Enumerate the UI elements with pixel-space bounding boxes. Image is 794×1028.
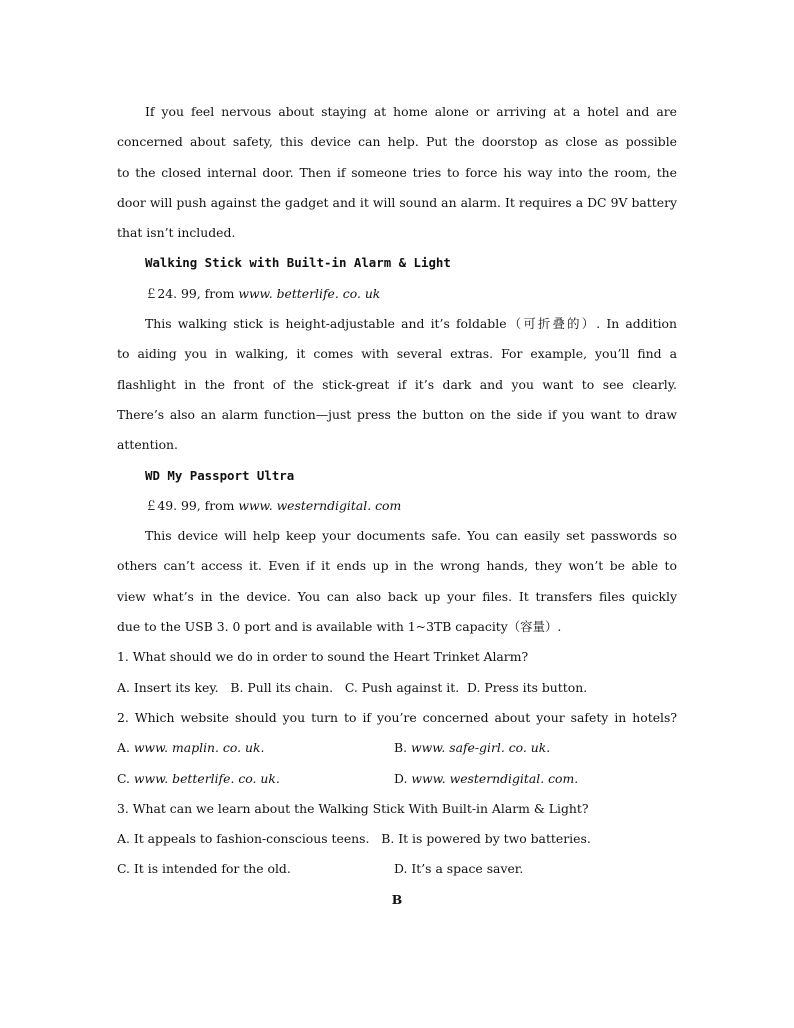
question-2-stem: 2. Which website should you turn to if you’re concerned about your safety in hotels? xyxy=(117,709,677,725)
option-label: D. xyxy=(394,770,412,786)
wd-passport-para-line: view what’s in the device. You can also back up your files. It transfers files quickly xyxy=(117,588,677,604)
question-2-options-row xyxy=(117,764,677,794)
walking-stick-price xyxy=(117,279,677,309)
wd-passport-title: WD My Passport Ultra xyxy=(145,467,295,483)
doorstop-para-line: that isn’t included. xyxy=(117,225,236,241)
walking-stick-title: Walking Stick with Built-in Alarm & Light xyxy=(145,255,451,271)
website-url: www. betterlife. co. uk xyxy=(238,285,381,301)
option-c: C. It is intended for the old. xyxy=(117,861,291,877)
option-d: D. It’s a space saver. xyxy=(394,861,524,877)
walking-stick-para-line: flashlight in the front of the stick-great if it’s dark and you want to see clearly. xyxy=(117,376,677,392)
option-a xyxy=(117,740,264,755)
option-label: B. xyxy=(394,740,411,756)
option-c xyxy=(117,771,280,786)
wd-passport-price xyxy=(117,491,677,521)
section-label: B xyxy=(391,891,403,907)
wd-passport-para-line: due to the USB 3. 0 port and is available with 1~3TB capacity（容量）. xyxy=(117,619,562,635)
option-url: www. betterlife. co. uk. xyxy=(133,770,280,786)
question-1-options: A. Insert its key. B. Pull its chain. C. Push against it. D. Press its button. xyxy=(117,679,588,695)
website-url: www. westerndigital. com xyxy=(238,497,402,513)
wd-passport-para-line: This device will help keep your documents safe. You can easily set passwords so xyxy=(145,528,677,544)
walking-stick-para-line: attention. xyxy=(117,437,178,453)
question-1-stem: 1. What should we do in order to sound the Heart Trinket Alarm? xyxy=(117,649,529,665)
question-3-options-row xyxy=(117,854,677,884)
document-page xyxy=(117,97,677,915)
price-text: ￡49. 99, from xyxy=(145,497,239,513)
option-url: www. safe-girl. co. uk. xyxy=(410,740,551,756)
option-label: A. xyxy=(117,740,134,756)
doorstop-para-line: door will push against the gadget and it will sound an alarm. It requires a DC 9V battery xyxy=(117,194,677,210)
doorstop-para-line: If you feel nervous about staying at home alone or arriving at a hotel and are xyxy=(145,104,677,119)
walking-stick-para-line: This walking stick is height-adjustable and it’s foldable（可折叠的）. In addition xyxy=(145,316,677,332)
price-text: ￡24. 99, from xyxy=(145,285,239,301)
option-label: C. xyxy=(117,770,134,786)
walking-stick-para-line: There’s also an alarm function—just press the button on the side if you want to draw xyxy=(117,406,677,422)
option-url: www. maplin. co. uk. xyxy=(133,740,265,756)
doorstop-para-line: to the closed internal door. Then if someone tries to force his way into the room, the xyxy=(117,164,677,180)
question-2-options-row xyxy=(117,733,677,763)
question-3-stem: 3. What can we learn about the Walking Stick With Built-in Alarm & Light? xyxy=(117,800,589,816)
option-b xyxy=(394,733,550,763)
walking-stick-para-line: to aiding you in walking, it comes with several extras. For example, you’ll find a xyxy=(117,346,677,362)
question-3-options: A. It appeals to fashion-conscious teens. B. It is powered by two batteries. xyxy=(117,831,591,847)
option-d xyxy=(394,764,578,794)
doorstop-para-line: concerned about safety, this device can help. Put the doorstop as close as possible xyxy=(117,134,677,150)
wd-passport-para-line: others can’t access it. Even if it ends up in the wrong hands, they won’t be able to xyxy=(117,558,677,574)
option-url: www. westerndigital. com. xyxy=(411,770,579,786)
